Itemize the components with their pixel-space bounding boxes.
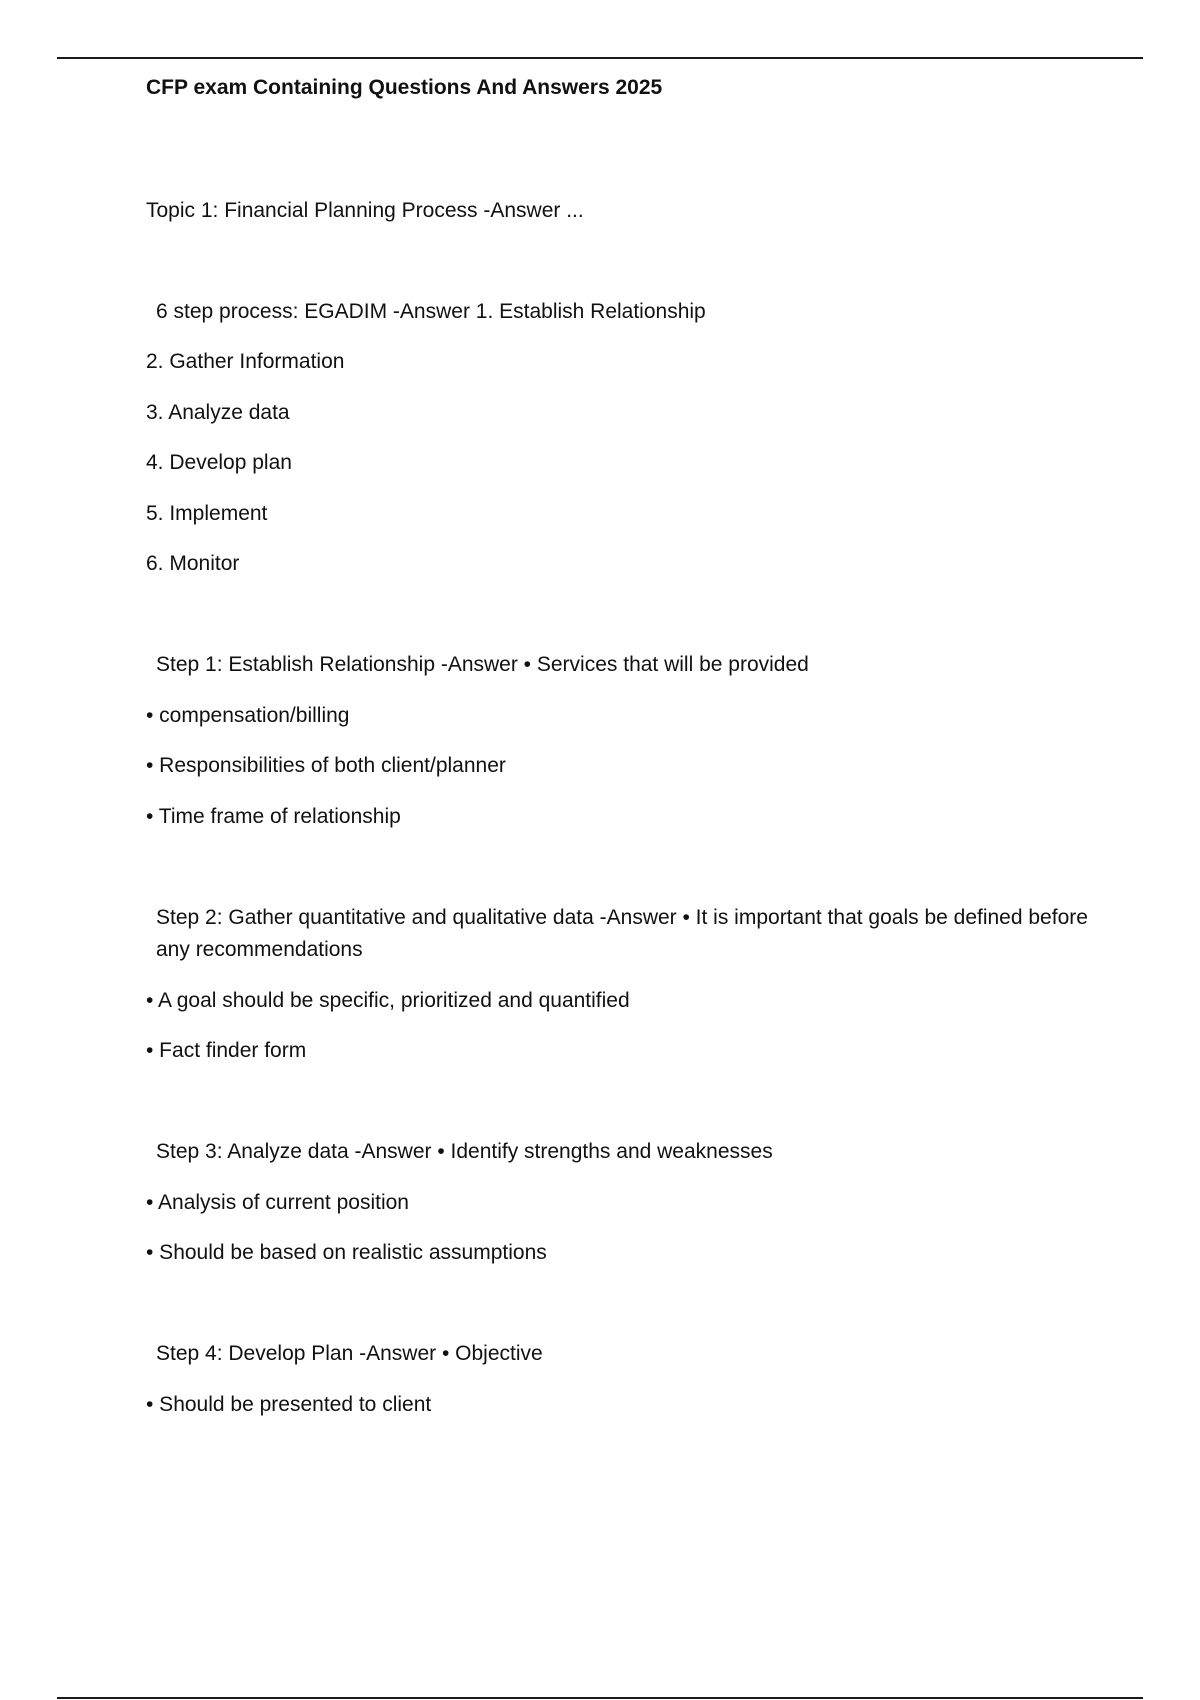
question-line: Step 4: Develop Plan -Answer • Objective: [156, 1342, 543, 1365]
answer-line: • Fact finder form: [146, 1039, 307, 1062]
answer-line: 6. Monitor: [146, 552, 240, 575]
answer-line: • A goal should be specific, prioritized and quantified: [146, 989, 630, 1012]
answer-line: • Should be presented to client: [146, 1393, 432, 1416]
answer-line: 2. Gather Information: [146, 350, 345, 373]
question-line: Step 2: Gather quantitative and qualitative data -Answer • It is important that goals be defined before any recommendations: [156, 906, 1088, 961]
answer-line: • Should be based on realistic assumptions: [146, 1241, 547, 1264]
answer-line: • Responsibilities of both client/planner: [146, 754, 506, 777]
answer-line: • compensation/billing: [146, 704, 350, 727]
question-line: 6 step process: EGADIM -Answer 1. Establish Relationship: [156, 300, 706, 323]
answer-line: 4. Develop plan: [146, 451, 292, 474]
answer-line: • Time frame of relationship: [146, 805, 401, 828]
answer-line: • Analysis of current position: [146, 1191, 409, 1214]
answer-line: 3. Analyze data: [146, 401, 290, 424]
question-line: Step 3: Analyze data -Answer • Identify strengths and weaknesses: [156, 1140, 773, 1163]
bottom-rule: [57, 1697, 1143, 1699]
topic-heading: Topic 1: Financial Planning Process -Answer ...: [146, 199, 584, 222]
answer-line: 5. Implement: [146, 502, 268, 525]
question-line: Step 1: Establish Relationship -Answer • Services that will be provided: [156, 653, 809, 676]
document-title: CFP exam Containing Questions And Answers 2025: [146, 76, 663, 99]
top-rule: [57, 57, 1143, 59]
